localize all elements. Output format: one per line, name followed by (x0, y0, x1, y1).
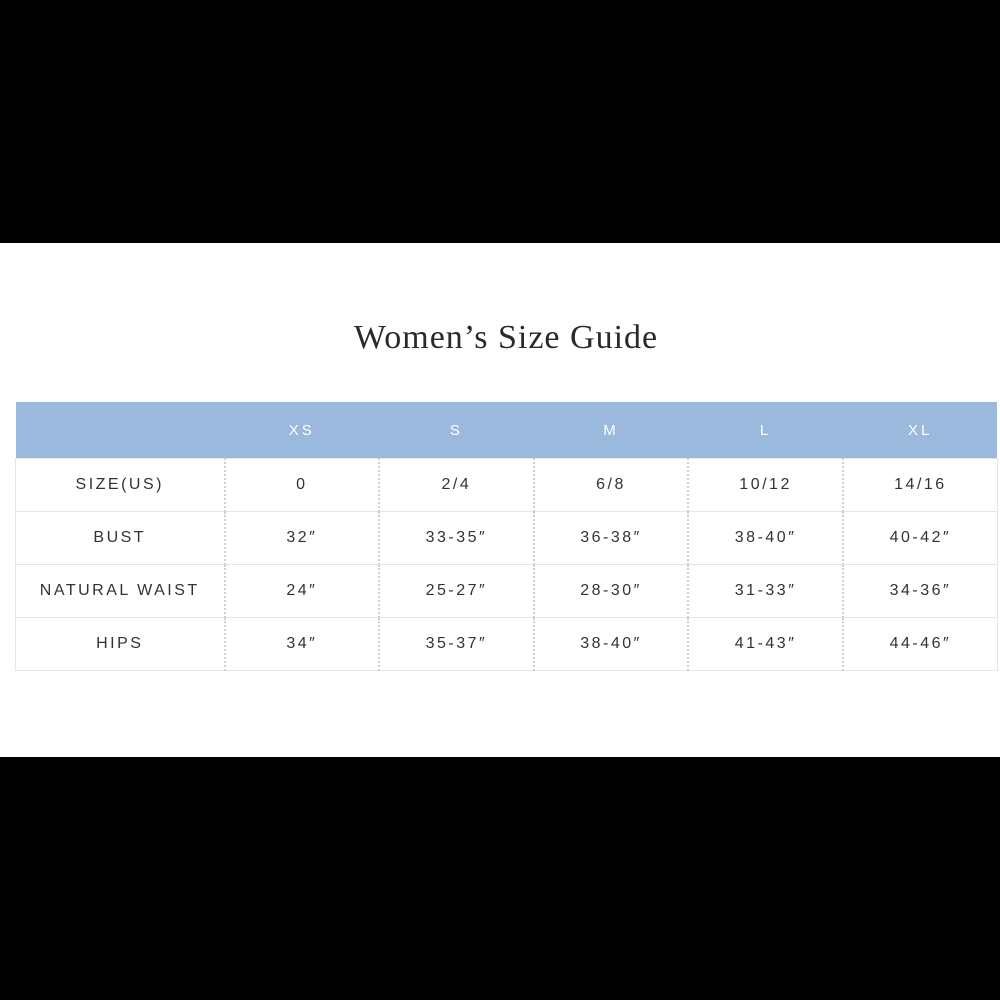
row-label: SIZE(US) (16, 459, 225, 512)
table-row-hips (16, 618, 998, 671)
header-corner (16, 402, 225, 459)
row-label: NATURAL WAIST (16, 565, 225, 618)
table-cell: 34″ (225, 618, 380, 671)
size-guide-table (15, 402, 998, 671)
table-cell: 2/4 (379, 459, 534, 512)
table-cell: 25-27″ (379, 565, 534, 618)
row-label: BUST (16, 512, 225, 565)
table-cell: 32″ (225, 512, 380, 565)
table-cell: 44-46″ (843, 618, 998, 671)
table-cell: 38-40″ (688, 512, 843, 565)
table-cell: 10/12 (688, 459, 843, 512)
table-cell: 0 (225, 459, 380, 512)
table-cell: 33-35″ (379, 512, 534, 565)
table-cell: 31-33″ (688, 565, 843, 618)
header-size-s: S (449, 421, 463, 439)
table-cell: 6/8 (534, 459, 689, 512)
table-header-row (16, 402, 998, 459)
size-guide-panel (0, 243, 1000, 757)
top-black-band (0, 0, 1000, 243)
header-size-xs: XS (288, 421, 315, 439)
header-size-xl: XL (907, 421, 933, 439)
table-row-natural-waist (16, 565, 998, 618)
header-size-m: M (603, 421, 619, 439)
row-label: HIPS (16, 618, 225, 671)
page-title: Women’s Size Guide (353, 319, 659, 356)
table-cell: 41-43″ (688, 618, 843, 671)
table-row-bust (16, 512, 998, 565)
table-cell: 36-38″ (534, 512, 689, 565)
table-cell: 35-37″ (379, 618, 534, 671)
bottom-black-band (0, 757, 1000, 1000)
table-cell: 40-42″ (843, 512, 998, 565)
table-cell: 34-36″ (843, 565, 998, 618)
table-row-size-us (16, 459, 998, 512)
table-cell: 14/16 (843, 459, 998, 512)
table-cell: 38-40″ (534, 618, 689, 671)
table-cell: 28-30″ (534, 565, 689, 618)
table-cell: 24″ (225, 565, 380, 618)
header-size-l: L (759, 421, 772, 439)
